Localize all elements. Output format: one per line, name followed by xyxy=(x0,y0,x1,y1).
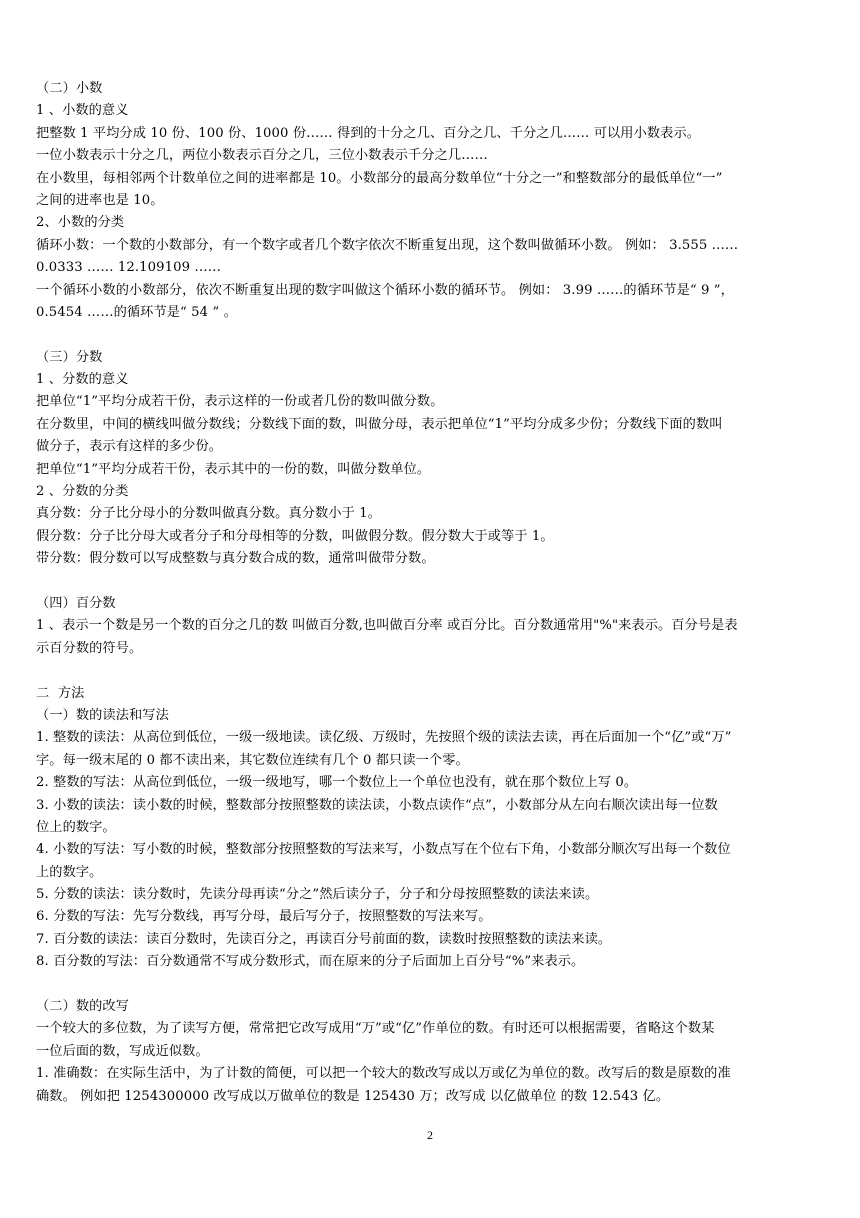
text-line: 做分子，表示有这样的多少份。 xyxy=(36,439,223,455)
blank-line xyxy=(36,324,842,346)
text-line: 二 方法 xyxy=(36,685,85,701)
text-line: 一位小数表示十分之几，两位小数表示百分之几，三位小数表示千分之几…… xyxy=(36,148,488,164)
text-line: 一个循环小数的小数部分，依次不断重复出现的数字叫做这个循环小数的循环节。 例如： 3.99 ……的循环节是“ 9 ”， xyxy=(36,282,734,298)
text-line: 8. 百分数的写法：百分数通常不写成分数形式，而在原来的分子后面加上百分号“%”来表示。 xyxy=(36,954,585,970)
text-line: 0.0333 …… 12.109109 …… xyxy=(36,260,221,276)
text-line: 一个较大的多位数，为了读写方便，常常把它改写成用“万”或“亿”作单位的数。有时还可以根据需要，省略这个数某 xyxy=(36,1021,715,1037)
text-line: （四）百分数 xyxy=(36,595,116,611)
text-line: 1 、小数的意义 xyxy=(36,103,129,119)
text-line: 1. 准确数：在实际生活中，为了计数的简便，可以把一个较大的数改写成以万或亿为单位的数。改写后的数是原数的准 xyxy=(36,1066,731,1082)
text-line: 7. 百分数的读法：读百分数时，先读百分之，再读百分号前面的数，读数时按照整数的读法来读。 xyxy=(36,931,612,947)
text-line: 1 、表示一个数是另一个数的百分之几的数 叫做百分数,也叫做百分率 或百分比。百分数通常用"%"来表示。百分号是表 xyxy=(36,618,738,634)
text-line: 一位后面的数，写成近似数。 xyxy=(36,1043,209,1059)
text-line: 把单位“1”平均分成若干份，表示其中的一份的数，叫做分数单位。 xyxy=(36,461,431,477)
text-line: 5. 分数的读法：读分数时，先读分母再读“分之”然后读分子，分子和分母按照整数的读法来读。 xyxy=(36,887,599,903)
text-line: 上的数字。 xyxy=(36,864,103,880)
text-line: 假分数：分子比分母大或者分子和分母相等的分数，叫做假分数。假分数大于或等于 1。 xyxy=(36,528,554,544)
text-line: 2 、分数的分类 xyxy=(36,484,129,500)
text-line: 3. 小数的读法：读小数的时候，整数部分按照整数的读法读，小数点读作“点”，小数部分从左向右顺次读出每一位数 xyxy=(36,797,718,813)
text-line: 字。每一级末尾的 0 都不读出来，其它数位连续有几个 0 都只读一个零。 xyxy=(36,752,469,768)
text-line: 0.5454 ……的循环节是“ 54 ” 。 xyxy=(36,304,237,320)
text-line: （二）数的改写 xyxy=(36,999,130,1015)
text-line: （一）数的读法和写法 xyxy=(36,707,169,723)
text-line: 位上的数字。 xyxy=(36,819,116,835)
text-line: 2、小数的分类 xyxy=(36,215,125,231)
text-line: （二）小数 xyxy=(36,81,103,96)
text-line: 2. 整数的写法：从高位到低位，一级一级地写，哪一个数位上一个单位也没有，就在那个数位上写 0。 xyxy=(36,775,638,791)
text-line: 4. 小数的写法：写小数的时候，整数部分按照整数的写法来写，小数点写在个位右下角，小数部分顺次写出每一个数位 xyxy=(36,842,731,858)
text-line: 循环小数：一个数的小数部分，有一个数字或者几个数字依次不断重复出现，这个数叫做循环小数。 例如： 3.555 …… xyxy=(36,237,739,253)
text-line: 在小数里，每相邻两个计数单位之间的进率都是 10。小数部分的最高分数单位“十分之一”和整数部分的最低单位“一” xyxy=(36,170,723,186)
text-line: 6. 分数的写法：先写分数线，再写分母，最后写分子，按照整数的写法来写。 xyxy=(36,909,492,925)
text-line: 把单位“1”平均分成若干份，表示这样的一份或者几份的数叫做分数。 xyxy=(36,394,444,410)
page-number: 2 xyxy=(427,1128,433,1142)
text-line: 之间的进率也是 10。 xyxy=(36,192,164,208)
text-line: 1 、分数的意义 xyxy=(36,372,129,388)
text-line: 真分数：分子比分母小的分数叫做真分数。真分数小于 1。 xyxy=(36,506,381,522)
text-line: 确数。 例如把 1254300000 改写成以万做单位的数是 125430 万；改写成 以亿做单位 的数 12.543 亿。 xyxy=(36,1088,670,1104)
text-line: 1. 整数的读法：从高位到低位，一级一级地读。读亿级、万级时，先按照个级的读法去读，再在后面加一个“亿”或“万” xyxy=(36,730,732,746)
blank-line xyxy=(36,974,842,996)
blank-line xyxy=(36,571,842,593)
text-line: （三）分数 xyxy=(36,349,103,365)
text-line: 带分数：假分数可以写成整数与真分数合成的数，通常叫做带分数。 xyxy=(36,551,435,567)
text-line: 在分数里，中间的横线叫做分数线；分数线下面的数，叫做分母，表示把单位“1”平均分成多少份；分数线下面的数叫 xyxy=(36,416,723,432)
blank-line xyxy=(36,660,842,682)
text-line: 把整数 1 平均分成 10 份、100 份、1000 份…… 得到的十分之几、百分之几、千分之几…… 可以用小数表示。 xyxy=(36,125,701,141)
document-body xyxy=(36,78,842,1108)
text-line: 示百分数的符号。 xyxy=(36,640,143,656)
